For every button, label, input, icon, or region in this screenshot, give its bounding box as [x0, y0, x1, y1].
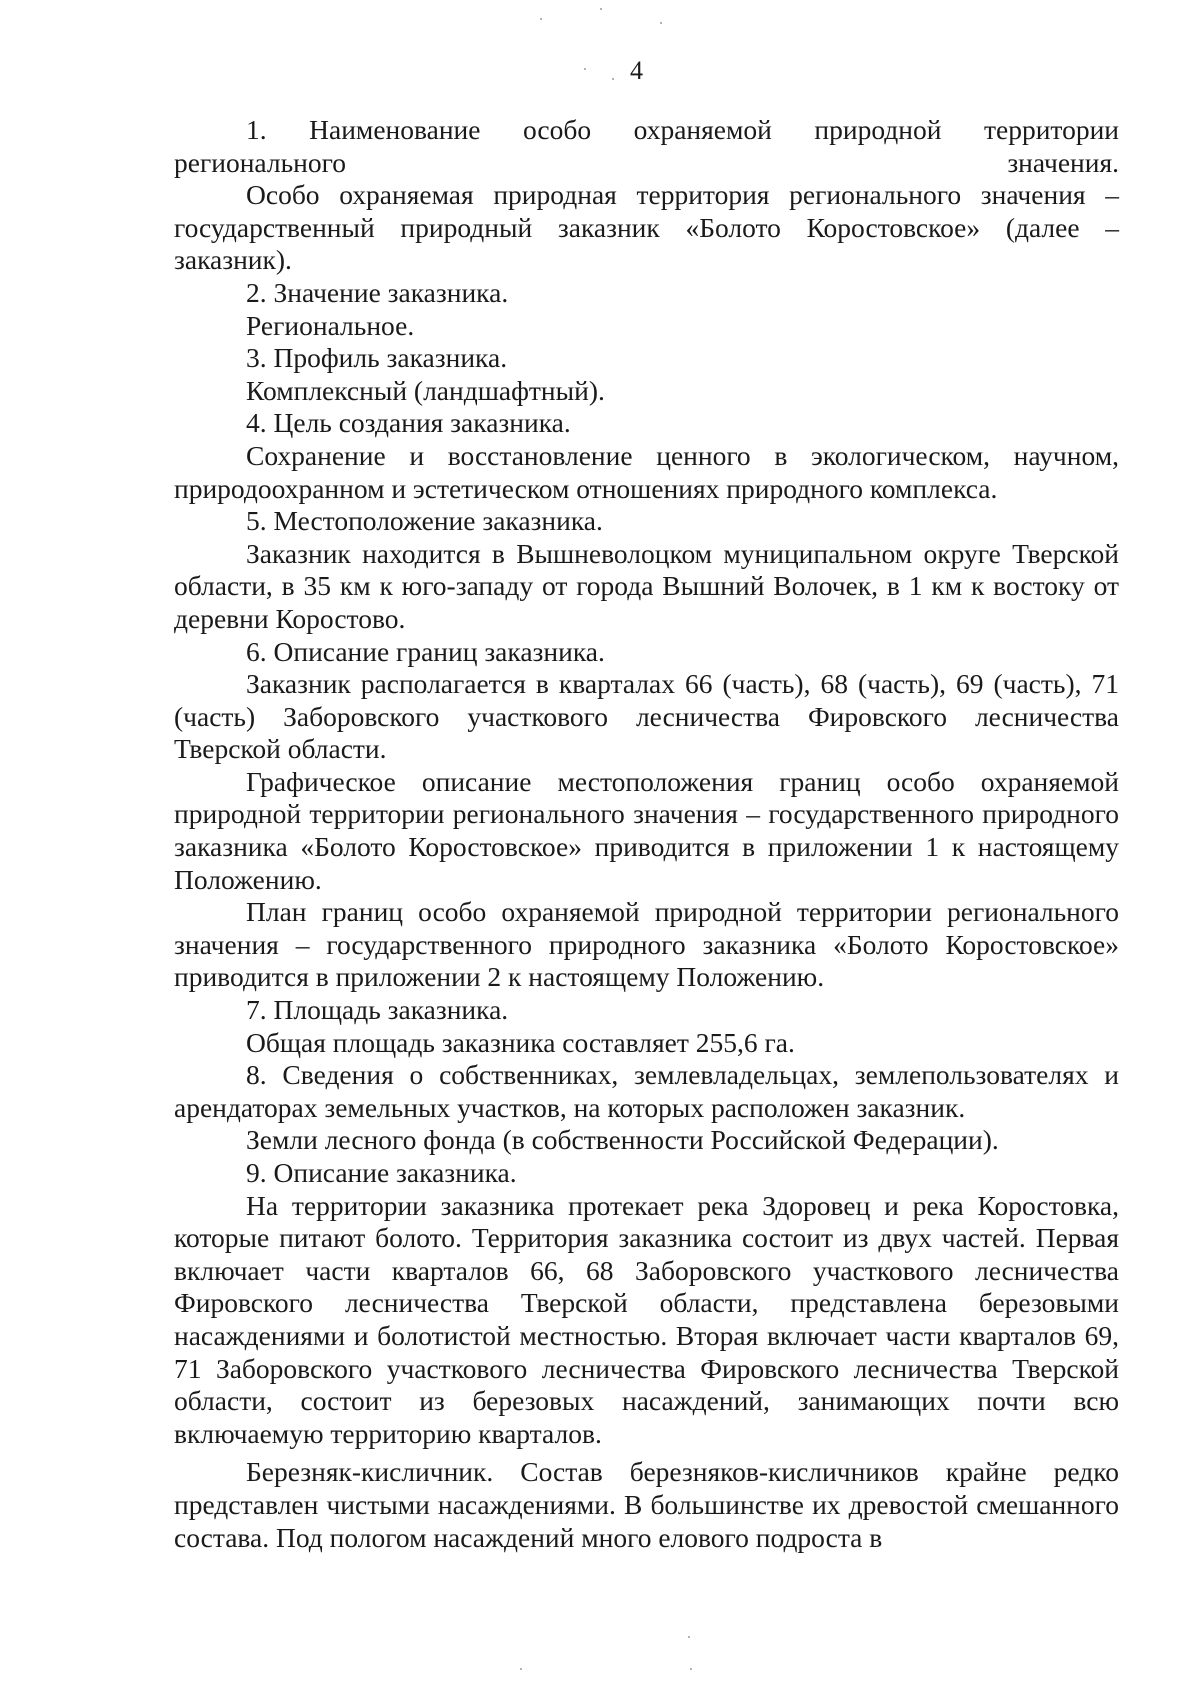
- paragraph: Особо охраняемая природная территория регионального значения – государственный природный заказник «Болото Коростовское» (далее – заказник).: [174, 179, 1119, 276]
- paragraph: Заказник располагается в кварталах 66 (часть), 68 (часть), 69 (часть), 71 (часть) Заборовского участкового лесничества Фировского лесничества Тверской области.: [174, 668, 1119, 765]
- section-heading: 2. Значение заказника.: [246, 276, 509, 308]
- paragraph: Сохранение и восстановление ценного в экологическом, научном, природоохранном и эстетическом отношениях природного комплекса.: [174, 439, 1119, 504]
- section-heading: 7. Площадь заказника.: [246, 994, 509, 1026]
- paragraph: Заказник находится в Вышневолоцком муниципальном округе Тверской области, в 35 км к юго-западу от города Вышний Волочек, в 1 км к востоку от деревни Коростово.: [174, 537, 1119, 634]
- section-heading: 3. Профиль заказника.: [246, 342, 508, 374]
- scan-speck: [612, 78, 614, 80]
- paragraph: Графическое описание местоположения границ особо охраняемой природной территории регионального значения – государственного природного заказника «Болото Коростовское» приводится в приложении 1 к настоящему Положению.: [174, 765, 1119, 895]
- scan-speck: [600, 8, 602, 10]
- section-heading: 5. Местоположение заказника.: [246, 505, 603, 537]
- section-heading: 8. Сведения о собственниках, землевладельцах, землепользователях и арендаторах земельных участков, на которых расположен заказник.: [174, 1059, 1119, 1123]
- paragraph: 1. Наименование особо охраняемой природной территории регионального значения.: [174, 114, 1119, 178]
- scan-speck: [540, 18, 542, 20]
- paragraph: План границ особо охраняемой природной территории регионального значения – государственного природного заказника «Болото Коростовское» приводится в приложении 2 к настоящему Положению.: [174, 896, 1119, 993]
- paragraph: Березняк-кисличник. Состав березняков-кисличников крайне редко представлен чистыми насаждениями. В большинстве их древостой смешанного состава. Под пологом насаждений много елового подроста в: [174, 1456, 1119, 1553]
- paragraph: На территории заказника протекает река Здоровец и река Коростовка, которые питают болото. Территория заказника состоит из двух частей. Первая включает части кварталов 66, 68 Заборовского участкового лесничества Фировского лесничества Тверской области, представлена березовыми насаждениями и болотистой местностью. Вторая включает части кварталов 69, 71 Заборовского участкового лесничества Фировского лесничества Тверской области, состоит из березовых насаждений, занимающих почти всю включаемую территорию кварталов.: [174, 1189, 1119, 1449]
- section-heading: 9. Описание заказника.: [246, 1157, 517, 1188]
- scan-speck: [688, 1636, 690, 1638]
- paragraph: Земли лесного фонда (в собственности Российской Федерации).: [246, 1124, 999, 1156]
- page-number: 4: [630, 56, 643, 85]
- scan-speck: [520, 1668, 522, 1670]
- paragraph: Региональное.: [246, 309, 415, 341]
- paragraph: Общая площадь заказника составляет 255,6 га.: [246, 1026, 795, 1058]
- section-heading: 6. Описание границ заказника.: [246, 635, 605, 667]
- scan-speck: [660, 22, 662, 24]
- scan-speck: [690, 1668, 692, 1670]
- section-heading: 4. Цель создания заказника.: [246, 407, 571, 439]
- document-body: [174, 114, 1119, 1554]
- scan-speck: [584, 68, 586, 70]
- paragraph: Комплексный (ландшафтный).: [246, 374, 605, 406]
